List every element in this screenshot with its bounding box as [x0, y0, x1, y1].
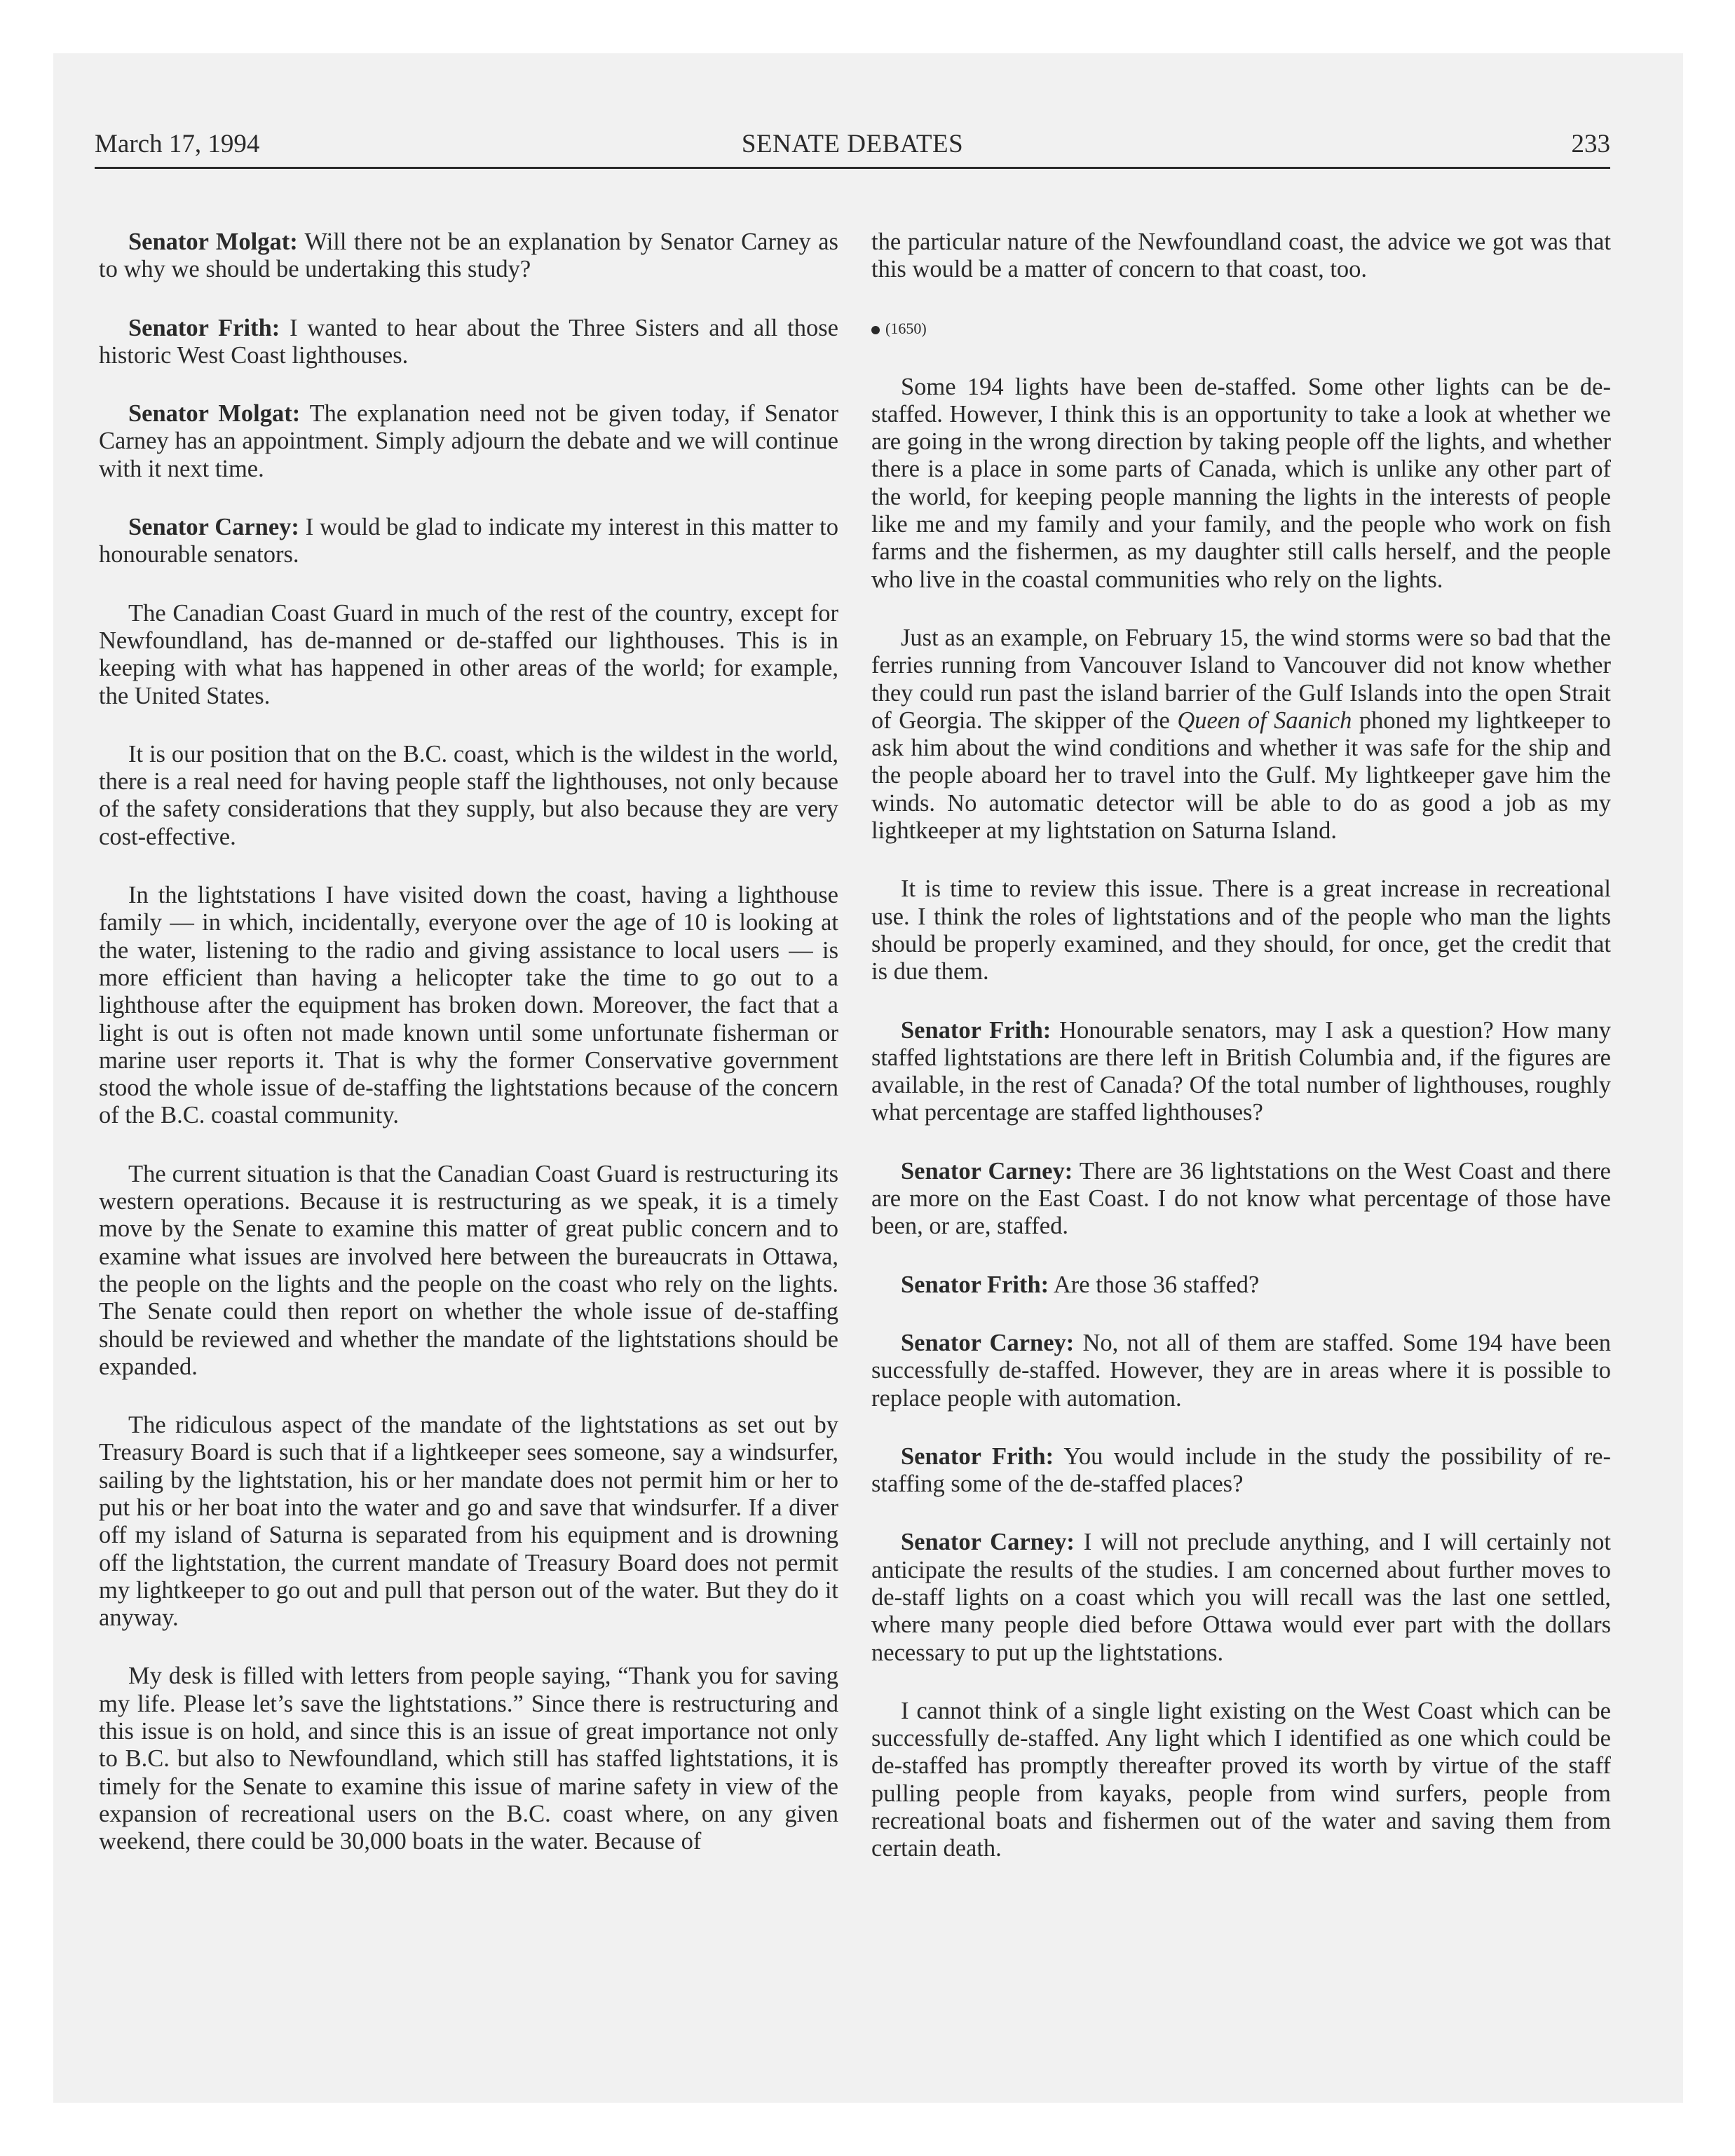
paragraph	[871, 1271, 1611, 1299]
speech-text: The explanation need not be given today, if Senator Carney has an appointment. Simply adjourn the debate and we will continue with it next time.	[99, 400, 838, 482]
header-title: SENATE DEBATES	[741, 130, 964, 158]
speech-text: No, not all of them are staffed. Some 194 have been successfully de-staffed. However, they are in areas where it is possible to replace people with automation.	[871, 1329, 1611, 1412]
speech-text: In the lightstations I have visited down the coast, having a lighthouse family — in which, incidentally, everyone over the age of 10 is looking at the water, listening to the radio and giving assistance to local users — is more efficient than having a helicopter take the time to go out to a lighthouse after the equipment has broken down. Moreover, the fact that a light is out is often not made known until some unfortunate fisherman or marine user reports it. That is why the former Conservative government stood the whole issue of de-staffing the lightstations because of the concern of the B.C. coastal community.	[99, 882, 838, 1129]
speaker-name: Senator Frith:	[901, 1016, 1052, 1044]
speaker-name: Senator Frith:	[128, 314, 280, 341]
speech-text: The Canadian Coast Guard in much of the rest of the country, except for Newfoundland, has de-manned or de-staffed our lighthouses. This is in keeping with what has happened in other areas of the world; for example, the United States.	[99, 599, 838, 709]
speech-text: Honourable senators, may I ask a question? How many staffed lightstations are there left in British Columbia and, if the figures are available, in the rest of Canada? Of the total number of lighthouses, roughly what percentage are staffed lighthouses?	[871, 1016, 1611, 1126]
paragraph	[99, 1161, 838, 1381]
speech-text: I will not preclude anything, and I will certainly not anticipate the results of the studies. I am concerned about further moves to de-staff lights on a coast which you will recall was the last one settled, where many people died before Ottawa would ever part with the dollars necessary to put up the lightstations.	[871, 1529, 1611, 1666]
speech-text: The ridiculous aspect of the mandate of the lightstations as set out by Treasury Board is such that if a lightkeeper sees someone, say a windsurfer, sailing by the lightstation, his or her mandate does not permit him or her to put his or her boat into the water and go and save that windsurfer. If a diver off my island of Saturna is separated from his equipment and is drowning off the lightstation, the current mandate of Treasury Board does not permit my lightkeeper to go out and pull that person out of the water. But they do it anyway.	[99, 1412, 838, 1632]
paragraph: Some 194 lights have been de-staffed. Some other lights can be de-staffed. However, I think this is an opportunity to take a look at whether we are going in the wrong direction by taking people off the lights, and whether there is a place in some parts of Canada, which is unlike any other part of the world, for keeping people manning the lights in the interests of people like me and my family and your family, and the people who work on fish farms and the fishermen, as my daughter still calls herself, and the people who live in the coastal communities who rely on the lights.	[871, 373, 1611, 593]
speech-text: The current situation is that the Canadian Coast Guard is restructuring its western operations. Because it is restructuring as we speak, it is a timely move by the Senate to examine this matter of great public concern and to examine what issues are involved here between the bureaucrats in Ottawa, the people on the lights and the people on the coast who rely on the lights. The Senate could then report on whether the whole issue of de-staffing should be reviewed and whether the mandate of the lightstations should be expanded.	[99, 1160, 838, 1380]
speaker-name: Senator Carney:	[901, 1329, 1075, 1356]
paragraph	[871, 1017, 1611, 1127]
paragraph	[99, 228, 838, 284]
speech-text: Just as an example, on February 15, the wind storms were so bad that the ferries running from Vancouver Island to Vancouver did not know whether they could run past the island barrier of the Gulf Islands into the open Strait of Georgia. The skipper of the	[871, 624, 1611, 734]
time-marker	[871, 315, 1611, 343]
paragraph	[99, 315, 838, 370]
speech-text: There are 36 lightstations on the West Coast and there are more on the East Coast. I do not know what percentage of those have been, or are, staffed.	[871, 1157, 1611, 1240]
speech-text: You would include in the study the possibility of re-staffing some of the de-staffed places?	[871, 1442, 1611, 1498]
speech-text: I would be glad to indicate my interest in this matter to honourable senators.	[99, 514, 838, 568]
speaker-name: Senator Carney:	[128, 514, 299, 541]
continued-paragraph: the particular nature of the Newfoundland coast, the advice we got was that this would be a matter of concern to that coast, too.	[871, 228, 1611, 283]
speaker-name: Senator Frith:	[901, 1271, 1049, 1298]
paragraph	[871, 1158, 1611, 1241]
speaker-name: Senator Molgat:	[128, 400, 301, 428]
speaker-name: Senator Carney:	[901, 1157, 1073, 1185]
bullet-icon	[871, 326, 880, 334]
speaker-name: Senator Frith:	[901, 1442, 1054, 1470]
speech-text: It is our position that on the B.C. coast, which is the wildest in the world, there is a real need for having people staff the lighthouses, not only because of the safety considerations that they supply, but also because they are very cost-effective.	[99, 740, 838, 850]
time-marker-text: (1650)	[885, 319, 927, 337]
speaker-name: Senator Carney:	[901, 1529, 1075, 1556]
paragraph	[99, 1663, 838, 1855]
paragraph	[99, 514, 838, 569]
paragraph	[99, 882, 838, 1130]
paragraph	[99, 600, 838, 710]
paragraph	[871, 875, 1611, 985]
speech-text: I wanted to hear about the Three Sisters and all those historic West Coast lighthouses.	[99, 314, 838, 369]
speech-text: phoned my lightkeeper to ask him about the wind conditions and whether it was safe for the ship and the people aboard her to travel into the Gulf. My lightkeeper gave him the winds. No automatic detector will be able to do as good a job as my lightkeeper at my lightstation on Saturna Island.	[871, 707, 1611, 845]
speech-text: Are those 36 staffed?	[1049, 1271, 1260, 1298]
paragraph	[871, 1698, 1611, 1863]
page-number: 233	[1571, 130, 1610, 158]
speech-text: Will there not be an explanation by Senator Carney as to why we should be undertaking this study?	[99, 228, 838, 283]
speech-text: My desk is filled with letters from people saying, “Thank you for saving my life. Please let’s save the lightstations.” Since there is restructuring and this issue is on hold, and since this is an issue of great importance not only to B.C. but also to Newfoundland, which still has staffed lightstations, it is timely for the Senate to examine this issue of marine safety in view of the expansion of recreational users on the B.C. coast where, on any given weekend, there could be 30,000 boats in the water. Because of	[99, 1663, 838, 1855]
page-header	[95, 130, 1610, 169]
header-date: March 17, 1994	[95, 130, 260, 158]
paragraph	[99, 1412, 838, 1632]
paragraph	[99, 400, 838, 483]
right-column	[871, 228, 1611, 1894]
speaker-name: Senator Molgat:	[128, 228, 298, 255]
paragraph	[871, 1443, 1611, 1499]
speech-text: It is time to review this issue. There is a great increase in recreational use. I think the roles of lightstations and of the people who man the lights should be properly examined, and they should, for once, get the credit that is due them.	[871, 875, 1611, 985]
paragraph	[871, 625, 1611, 845]
paragraph	[871, 1529, 1611, 1666]
paragraph	[871, 1330, 1611, 1412]
left-column	[99, 228, 838, 1887]
paragraph	[99, 741, 838, 851]
speech-text: I cannot think of a single light existing on the West Coast which can be successfully de-staffed. Any light which I identified as one which could be de-staffed has promptly thereafter proved its worth by virtue of the staff pulling people from kayaks, people from wind surfers, people from recreational boats and fishermen out of the water and saving them from certain death.	[871, 1697, 1611, 1862]
ship-name: Queen of Saanich	[1177, 707, 1352, 734]
